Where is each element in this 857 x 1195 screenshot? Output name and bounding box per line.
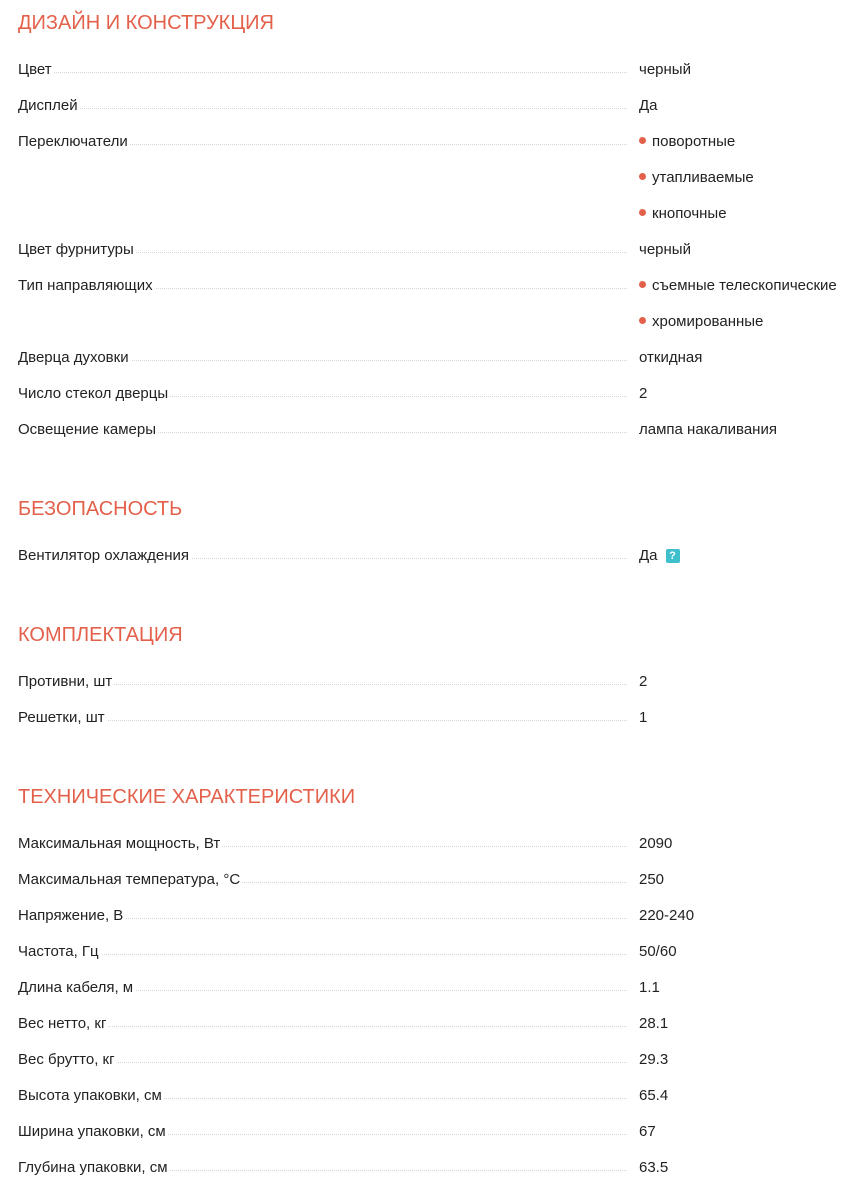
spec-label-cell <box>18 1051 639 1087</box>
spec-values <box>639 871 664 907</box>
spec-value <box>639 97 658 133</box>
spec-label: Вес брутто, кг <box>18 1051 115 1068</box>
spec-label: Вентилятор охлаждения <box>18 547 189 564</box>
spec-values <box>639 277 837 349</box>
spec-values <box>639 979 660 1015</box>
spec-value-text: лампа накаливания <box>639 421 777 438</box>
spec-label-cell <box>18 871 639 907</box>
spec-value <box>639 205 754 241</box>
spec-values <box>639 349 702 385</box>
spec-value-text: кнопочные <box>652 205 727 222</box>
spec-value-text: черный <box>639 61 691 78</box>
spec-values <box>639 709 647 745</box>
spec-row <box>18 1015 857 1051</box>
spec-label-cell <box>18 241 639 277</box>
spec-value-text: 2 <box>639 673 648 690</box>
question-help-icon[interactable]: ? <box>666 549 680 563</box>
spec-label-cell <box>18 835 639 871</box>
bullet-dot-icon <box>639 281 646 288</box>
spec-label: Решетки, шт <box>18 709 105 726</box>
spec-values <box>639 673 647 709</box>
spec-label: Цвет фурнитуры <box>18 241 134 258</box>
spec-row <box>18 979 857 1015</box>
spec-row <box>18 241 857 277</box>
spec-label: Максимальная температура, °C <box>18 871 241 888</box>
spec-value <box>639 673 647 709</box>
spec-row <box>18 709 857 745</box>
spec-label: Дисплей <box>18 97 78 114</box>
spec-value-text: Да <box>639 97 658 114</box>
section-title: КОМПЛЕКТАЦИЯ <box>18 624 183 646</box>
dotted-leader <box>18 72 627 73</box>
specifications-page <box>0 11 857 1195</box>
spec-label-cell <box>18 709 639 745</box>
dotted-leader <box>18 1026 627 1027</box>
spec-row <box>18 349 857 385</box>
spec-label: Напряжение, В <box>18 907 124 924</box>
spec-value-text: 50/60 <box>639 943 677 960</box>
spec-label-cell <box>18 1015 639 1051</box>
section-title: ТЕХНИЧЕСКИЕ ХАРАКТЕРИСТИКИ <box>18 786 356 808</box>
spec-row <box>18 835 857 871</box>
spec-label: Длина кабеля, м <box>18 979 134 996</box>
spec-value-text: 2 <box>639 385 648 402</box>
spec-label: Переключатели <box>18 133 128 150</box>
spec-label-cell <box>18 1123 639 1159</box>
spec-value-text: 29.3 <box>639 1051 669 1068</box>
spec-row <box>18 133 857 241</box>
bullet-dot-icon <box>639 137 646 144</box>
spec-label-cell <box>18 673 639 709</box>
spec-value-text: черный <box>639 241 691 258</box>
spec-row <box>18 1087 857 1123</box>
spec-values <box>639 1051 668 1087</box>
spec-label-cell <box>18 907 639 943</box>
spec-values <box>639 133 754 241</box>
spec-value-text: утапливаемые <box>652 169 754 186</box>
spec-row <box>18 277 857 349</box>
spec-row <box>18 943 857 979</box>
spec-label-cell <box>18 133 639 169</box>
spec-values <box>639 1015 668 1051</box>
spec-value-text: Да <box>639 547 658 564</box>
spec-list <box>18 835 857 1195</box>
spec-sections <box>18 11 857 1195</box>
spec-value-text: 63.5 <box>639 1159 669 1176</box>
spec-row <box>18 907 857 943</box>
spec-label: Противни, шт <box>18 673 113 690</box>
section-title: БЕЗОПАСНОСТЬ <box>18 498 183 520</box>
spec-value <box>639 1123 656 1159</box>
spec-label-cell <box>18 385 639 421</box>
spec-value <box>639 241 691 277</box>
spec-section <box>18 11 857 457</box>
spec-value-text: хромированные <box>652 313 764 330</box>
spec-value-text: съемные телескопические <box>652 277 837 294</box>
spec-value <box>639 385 647 421</box>
spec-value <box>639 1087 668 1123</box>
spec-value-text: 1.1 <box>639 979 660 996</box>
spec-values <box>639 943 677 979</box>
spec-label: Ширина упаковки, см <box>18 1123 166 1140</box>
spec-value <box>639 1051 668 1087</box>
spec-label: Дверца духовки <box>18 349 129 366</box>
spec-label-cell <box>18 1159 639 1195</box>
spec-value <box>639 907 694 943</box>
spec-values <box>639 61 691 97</box>
spec-values <box>639 421 777 457</box>
spec-label: Глубина упаковки, см <box>18 1159 168 1176</box>
spec-value-text: 1 <box>639 709 648 726</box>
spec-value-text: откидная <box>639 349 703 366</box>
spec-label-cell <box>18 421 639 457</box>
bullet-dot-icon <box>639 317 646 324</box>
spec-value-text: 2090 <box>639 835 673 852</box>
spec-label: Число стекол дверцы <box>18 385 169 402</box>
spec-value <box>639 61 691 97</box>
spec-section <box>18 497 857 583</box>
spec-values <box>639 385 647 421</box>
spec-value-text: 28.1 <box>639 1015 669 1032</box>
spec-value-text: 65.4 <box>639 1087 669 1104</box>
spec-values <box>639 547 680 583</box>
spec-row <box>18 385 857 421</box>
spec-label-cell <box>18 61 639 97</box>
spec-label: Цвет <box>18 61 52 78</box>
spec-list <box>18 547 857 583</box>
spec-value <box>639 547 680 583</box>
spec-row <box>18 871 857 907</box>
spec-value <box>639 1159 668 1195</box>
section-title: ДИЗАЙН И КОНСТРУКЦИЯ <box>18 12 274 34</box>
spec-values <box>639 1159 668 1195</box>
spec-value <box>639 421 777 457</box>
spec-label-cell <box>18 943 639 979</box>
spec-label: Вес нетто, кг <box>18 1015 107 1032</box>
spec-value-text: 250 <box>639 871 665 888</box>
spec-value <box>639 169 754 205</box>
spec-values <box>639 835 672 871</box>
spec-value <box>639 871 664 907</box>
spec-row <box>18 1159 857 1195</box>
spec-row <box>18 421 857 457</box>
spec-list <box>18 673 857 745</box>
spec-value <box>639 313 837 349</box>
spec-label-cell <box>18 277 639 313</box>
spec-label-cell <box>18 97 639 133</box>
spec-value <box>639 979 660 1015</box>
dotted-leader <box>18 720 627 721</box>
spec-values <box>639 97 658 133</box>
spec-row <box>18 1123 857 1159</box>
spec-row <box>18 673 857 709</box>
spec-label: Освещение камеры <box>18 421 157 438</box>
spec-value-text: 220-240 <box>639 907 695 924</box>
bullet-dot-icon <box>639 173 646 180</box>
spec-value <box>639 277 837 313</box>
spec-value <box>639 133 754 169</box>
dotted-leader <box>18 954 627 955</box>
spec-section <box>18 785 857 1195</box>
spec-values <box>639 241 691 277</box>
spec-value <box>639 709 647 745</box>
spec-value-text: поворотные <box>652 133 736 150</box>
spec-label-cell <box>18 1087 639 1123</box>
spec-label: Частота, Гц <box>18 943 99 960</box>
spec-value <box>639 349 702 385</box>
spec-value <box>639 1015 668 1051</box>
spec-values <box>639 907 694 943</box>
bullet-dot-icon <box>639 209 646 216</box>
spec-row <box>18 61 857 97</box>
spec-row <box>18 97 857 133</box>
spec-label-cell <box>18 979 639 1015</box>
spec-row <box>18 547 857 583</box>
spec-label-cell <box>18 349 639 385</box>
spec-value <box>639 835 672 871</box>
spec-label: Высота упаковки, см <box>18 1087 162 1104</box>
spec-label-cell <box>18 547 639 583</box>
spec-value <box>639 943 677 979</box>
spec-values <box>639 1087 668 1123</box>
spec-value-text: 67 <box>639 1123 656 1140</box>
spec-values <box>639 1123 656 1159</box>
spec-label: Максимальная мощность, Вт <box>18 835 221 852</box>
dotted-leader <box>18 108 627 109</box>
spec-section <box>18 623 857 745</box>
spec-row <box>18 1051 857 1087</box>
spec-list <box>18 61 857 457</box>
spec-label: Тип направляющих <box>18 277 153 294</box>
